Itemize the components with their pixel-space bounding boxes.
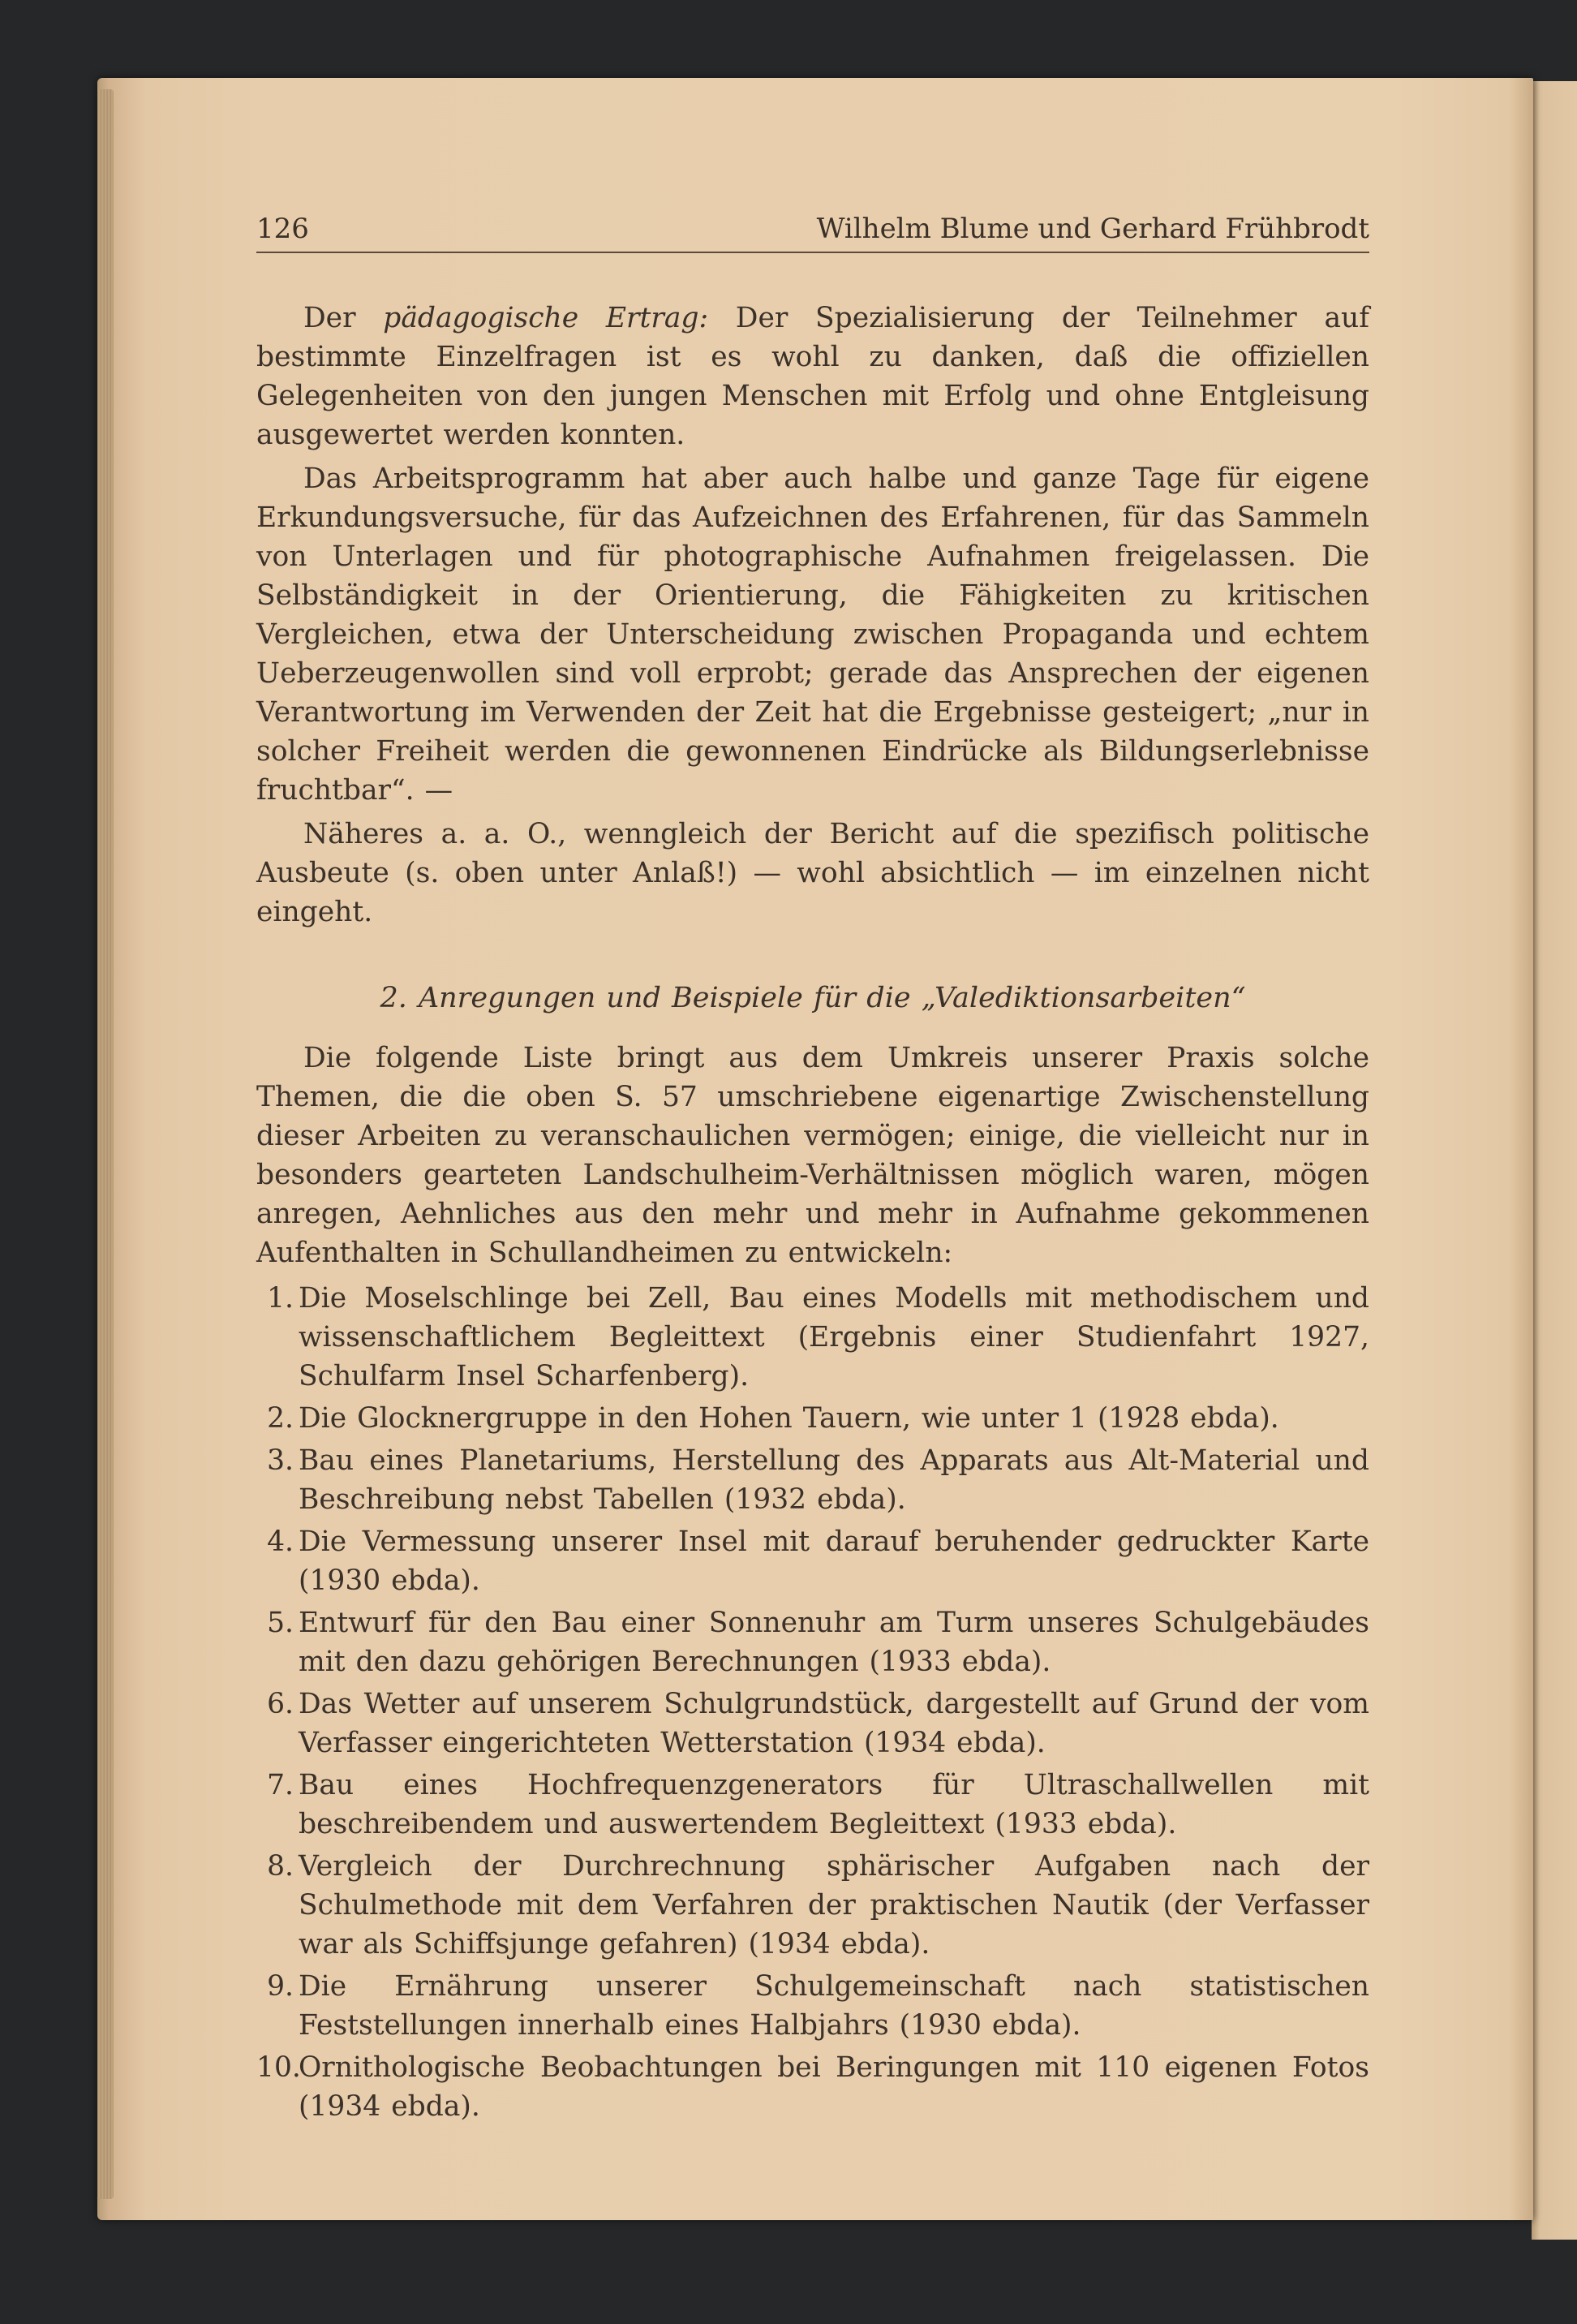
list-item <box>256 1522 1369 1600</box>
list-item-text: Bau eines Hochfrequenzgenerators für Ultraschallwellen mit beschreibendem und auswertendem Begleittext (1933 ebda). <box>299 1769 1369 1840</box>
list-item-text: Ornithologische Beobachtungen bei Beringungen mit 110 eigenen Fotos (1934 ebda). <box>299 2051 1369 2123</box>
page-stack-edge <box>97 89 114 2199</box>
topic-list <box>256 1279 1369 2126</box>
paragraph <box>256 299 1369 454</box>
list-item <box>256 1441 1369 1519</box>
list-item <box>256 1685 1369 1762</box>
list-item-text: Vergleich der Durchrechnung sphärischer Aufgaben nach der Schulmethode mit dem Verfahren der praktischen Nautik (der Verfasser war als Schiffsjunge gefahren) (1934 ebda). <box>299 1850 1369 1960</box>
list-item <box>256 1967 1369 2045</box>
list-item <box>256 1279 1369 1396</box>
list-item <box>256 1766 1369 1844</box>
list-item <box>256 2048 1369 2126</box>
paragraph-emphasis: pädagogische Ertrag: <box>383 302 709 334</box>
list-item-text: Entwurf für den Bau einer Sonnenuhr am Turm unseres Schulgebäudes mit den dazu gehörigen Berechnungen (1933 ebda). <box>299 1607 1369 1678</box>
page-body <box>256 299 1369 2129</box>
list-item-number: 2. <box>267 1402 294 1435</box>
section-heading <box>256 979 1369 1018</box>
list-item-text: Die Vermessung unserer Insel mit darauf beruhender gedruckter Karte (1930 ebda). <box>299 1526 1369 1597</box>
list-item-text: Die Glocknergruppe in den Hohen Tauern, wie unter 1 (1928 ebda). <box>299 1402 1279 1435</box>
list-item-number: 4. <box>267 1526 294 1558</box>
list-item-number: 6. <box>267 1688 294 1720</box>
list-item-number: 7. <box>267 1769 294 1801</box>
section-title: Anregungen und Beispiele für die „Valediktionsarbeiten“ <box>418 982 1246 1014</box>
list-item-number: 10. <box>256 2051 301 2084</box>
list-item-text: Das Wetter auf unserem Schulgrundstück, dargestellt auf Grund der vom Verfasser eingerichteten Wetterstation (1934 ebda). <box>299 1688 1369 1759</box>
list-item-number: 8. <box>267 1850 294 1883</box>
list-item-number: 1. <box>267 1282 294 1315</box>
paragraph-text: Der Spezialisierung der Teilnehmer auf bestimmte Einzelfragen ist es wohl zu danken, daß die offiziellen Gelegenheiten von den jungen Menschen mit Erfolg und ohne Entgleisung ausgewertet werden konnten. <box>256 302 1369 451</box>
list-item-number: 9. <box>267 1970 294 2003</box>
list-item-text: Bau eines Planetariums, Herstellung des Apparats aus Alt-Material und Beschreibung nebst Tabellen (1932 ebda). <box>299 1444 1369 1516</box>
paragraph-lead: Der <box>303 302 384 334</box>
list-item <box>256 1603 1369 1681</box>
paragraph: Näheres a. a. O., wenngleich der Bericht auf die spezifisch politische Ausbeute (s. oben unter Anlaß!) — wohl absichtlich — im einzelnen nicht eingeht. <box>256 818 1369 928</box>
adjacent-page-edge <box>1532 81 1577 2240</box>
list-item <box>256 1399 1369 1438</box>
list-item-text: Die Ernährung unserer Schulgemeinschaft nach statistischen Feststellungen innerhalb eines Halbjahrs (1930 ebda). <box>299 1970 1369 2042</box>
page-header <box>256 213 1369 253</box>
paragraph: Das Arbeitsprogramm hat aber auch halbe und ganze Tage für eigene Erkundungsversuche, für das Aufzeichnen des Erfahrenen, für das Sammeln von Unterlagen und für photographische Aufnahmen freigelassen. Die Selbständigkeit in der Orientierung, die Fähigkeiten zu kritischen Vergleichen, etwa der Unterscheidung zwischen Propaganda und echtem Ueberzeugenwollen sind voll erprobt; gerade das Ansprechen der eigenen Verantwortung im Verwenden der Zeit hat die Ergebnisse gesteigert; „nur in solcher Freiheit werden die gewonnenen Eindrücke als Bildungserlebnisse fruchtbar“. — <box>256 463 1369 807</box>
section-number: 2. <box>380 982 407 1014</box>
running-head: Wilhelm Blume und Gerhard Frühbrodt <box>816 213 1369 245</box>
list-item <box>256 1847 1369 1964</box>
list-item-number: 3. <box>267 1444 294 1477</box>
page-number: 126 <box>256 213 309 245</box>
list-item-number: 5. <box>267 1607 294 1639</box>
list-item-text: Die Moselschlinge bei Zell, Bau eines Modells mit methodischem und wissenschaftlichem Begleittext (Ergebnis einer Studienfahrt 1927, Schulfarm Insel Scharfenberg). <box>299 1282 1369 1392</box>
intro-paragraph: Die folgende Liste bringt aus dem Umkreis unserer Praxis solche Themen, die die oben S. 57 umschriebene eigenartige Zwischenstellung dieser Arbeiten zu veranschaulichen vermögen; einige, die vielleicht nur in besonders gearteten Landschulheim-Verhältnissen möglich waren, mögen anregen, Aehnliches aus den mehr und mehr in Aufnahme gekommenen Aufenthalten in Schullandheimen zu entwickeln: <box>256 1042 1369 1269</box>
